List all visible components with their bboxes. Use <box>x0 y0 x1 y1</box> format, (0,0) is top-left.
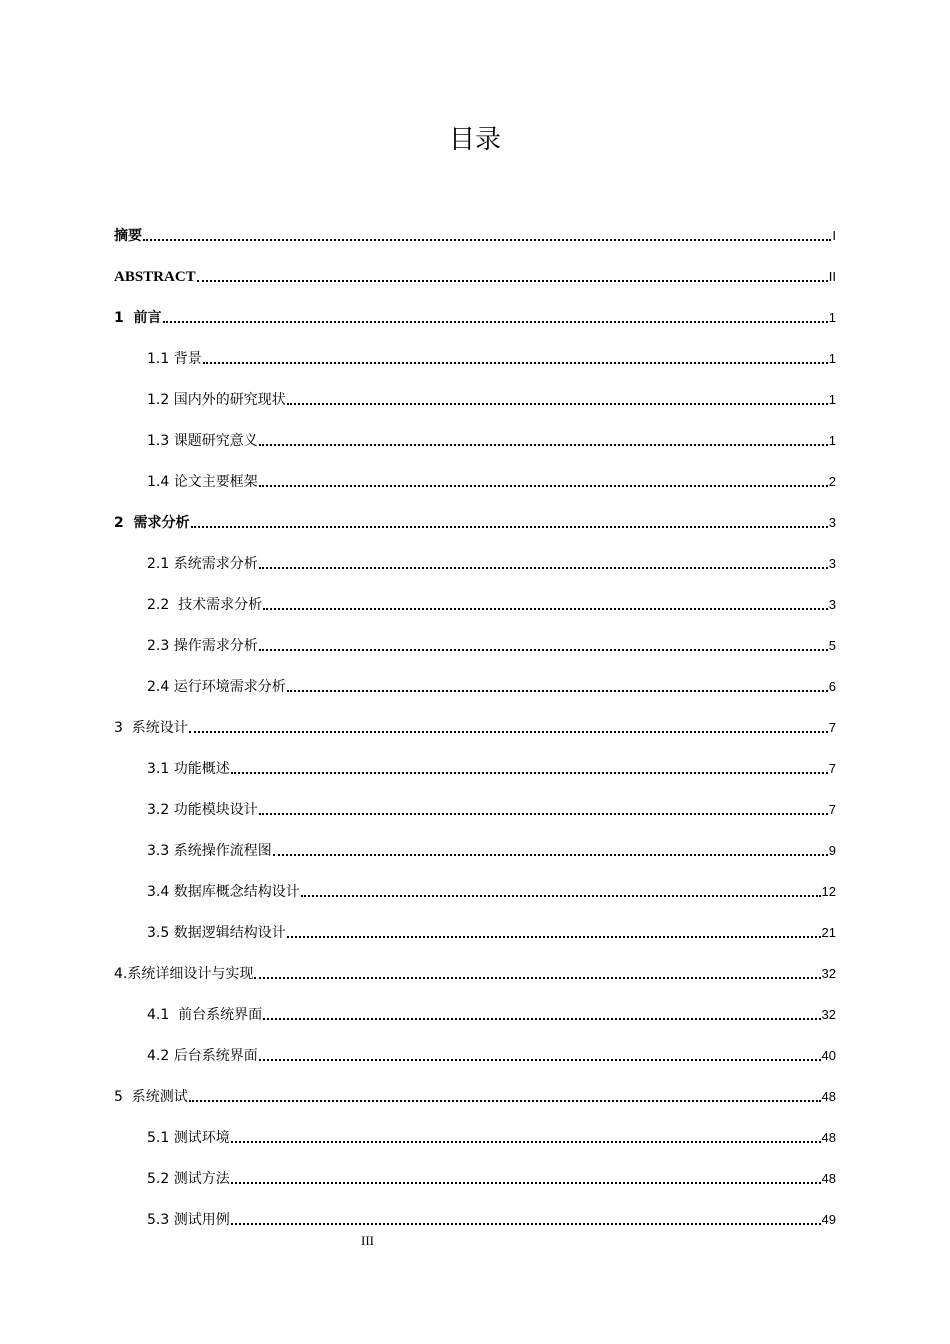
toc-entry-text: 3.1 功能概述 <box>147 761 230 777</box>
toc-dot-leader <box>163 321 828 323</box>
toc-entry-abstract-cn[interactable] <box>114 224 836 246</box>
toc-entry-chapter-5[interactable] <box>114 1085 836 1107</box>
toc-entry-section-1-1[interactable] <box>147 347 836 369</box>
toc-dot-leader <box>203 362 828 364</box>
toc-entry-text: 5.3 测试用例 <box>147 1212 230 1228</box>
toc-page-number: 49 <box>821 1212 836 1227</box>
toc-page-number: II <box>828 269 836 284</box>
toc-page-number: 12 <box>821 884 836 899</box>
toc-entry-section-3-3[interactable] <box>147 839 836 861</box>
toc-page-number: 7 <box>828 802 836 817</box>
toc-dot-leader <box>143 239 831 241</box>
toc-entry-text: 3.2 功能模块设计 <box>147 802 258 818</box>
toc-page-number: 1 <box>828 433 836 448</box>
toc-entry-text: ABSTRACT <box>114 269 196 285</box>
page-title: 目录 <box>448 125 501 155</box>
toc-dot-leader <box>259 567 828 569</box>
toc-entry-section-1-4[interactable] <box>147 470 836 492</box>
toc-entry-section-2-1[interactable] <box>147 552 836 574</box>
toc-page-number: 48 <box>821 1130 836 1145</box>
toc-dot-leader <box>301 895 821 897</box>
toc-page-number: 3 <box>828 556 836 571</box>
toc-entry-text: 1.2 国内外的研究现状 <box>147 392 286 408</box>
toc-entry-section-3-4[interactable] <box>147 880 836 902</box>
toc-page-number: 2 <box>828 474 836 489</box>
toc-entry-section-2-2[interactable] <box>147 593 836 615</box>
toc-page-number: 48 <box>821 1089 836 1104</box>
toc-entry-section-1-2[interactable] <box>147 388 836 410</box>
toc-page-number: 1 <box>828 310 836 325</box>
toc-entry-text: 2.2 技术需求分析 <box>147 597 263 613</box>
toc-dot-leader <box>197 280 828 282</box>
toc-page-number: 3 <box>828 597 836 612</box>
toc-entry-text: 5.2 测试方法 <box>147 1171 230 1187</box>
toc-dot-leader <box>259 649 828 651</box>
toc-entry-section-5-2[interactable] <box>147 1167 836 1189</box>
toc-entry-chapter-4[interactable] <box>114 962 836 984</box>
toc-entry-text: 1.4 论文主要框架 <box>147 474 258 490</box>
toc-page-number: 21 <box>821 925 836 940</box>
toc-dot-leader <box>231 1182 821 1184</box>
page-number-footer: III <box>361 1233 374 1248</box>
toc-page-number: 6 <box>828 679 836 694</box>
toc-page-number: 7 <box>828 761 836 776</box>
toc-page-number: 3 <box>828 515 836 530</box>
toc-dot-leader <box>287 936 821 938</box>
toc-page-number: 9 <box>828 843 836 858</box>
toc-dot-leader <box>263 1018 820 1020</box>
toc-page-number: 40 <box>821 1048 836 1063</box>
toc-entry-text: 5.1 测试环境 <box>147 1130 230 1146</box>
toc-entry-text: 4.2 后台系统界面 <box>147 1048 258 1064</box>
toc-entry-text: 2.4 运行环境需求分析 <box>147 679 286 695</box>
toc-page-number: 48 <box>821 1171 836 1186</box>
toc-page-number: 5 <box>828 638 836 653</box>
toc-page-number: 7 <box>828 720 836 735</box>
toc-entry-text: 4.1 前台系统界面 <box>147 1007 263 1023</box>
toc-entry-text: 2 需求分析 <box>114 515 190 531</box>
toc-entry-text: 3 系统设计 <box>114 720 188 736</box>
toc-dot-leader <box>287 403 828 405</box>
toc-dot-leader <box>259 813 828 815</box>
toc-dot-leader <box>263 608 828 610</box>
toc-entry-section-2-4[interactable] <box>147 675 836 697</box>
toc-dot-leader <box>189 731 828 733</box>
toc-page-number: 1 <box>828 392 836 407</box>
toc-dot-leader <box>273 854 828 856</box>
toc-dot-leader <box>231 1223 821 1225</box>
toc-entry-text: 摘要 <box>114 228 142 244</box>
toc-dot-leader <box>231 1141 821 1143</box>
toc-entry-text: 2.3 操作需求分析 <box>147 638 258 654</box>
toc-entry-text: 1 前言 <box>114 310 162 326</box>
toc-entry-text: 4.系统详细设计与实现 <box>114 966 254 982</box>
toc-entry-section-3-2[interactable] <box>147 798 836 820</box>
toc-entry-text: 3.5 数据逻辑结构设计 <box>147 925 286 941</box>
toc-entry-section-4-1[interactable] <box>147 1003 836 1025</box>
toc-entry-chapter-1[interactable] <box>114 306 836 328</box>
toc-entry-section-5-1[interactable] <box>147 1126 836 1148</box>
toc-dot-leader <box>259 485 828 487</box>
toc-page-number: I <box>832 228 836 243</box>
toc-page-number: 32 <box>821 1007 836 1022</box>
toc-dot-leader <box>189 1100 821 1102</box>
toc-entry-text: 2.1 系统需求分析 <box>147 556 258 572</box>
toc-dot-leader <box>231 772 828 774</box>
toc-page-number: 32 <box>821 966 836 981</box>
toc-entry-section-3-1[interactable] <box>147 757 836 779</box>
toc-entry-chapter-2[interactable] <box>114 511 836 533</box>
toc-entry-section-4-2[interactable] <box>147 1044 836 1066</box>
toc-entry-text: 3.4 数据库概念结构设计 <box>147 884 300 900</box>
toc-dot-leader <box>259 444 828 446</box>
toc-entry-section-5-3[interactable] <box>147 1208 836 1230</box>
toc-entry-chapter-3[interactable] <box>114 716 836 738</box>
toc-dot-leader <box>191 526 828 528</box>
toc-entry-abstract-en[interactable] <box>114 265 836 287</box>
toc-entry-text: 1.1 背景 <box>147 351 202 367</box>
toc-dot-leader <box>254 977 820 979</box>
toc-entry-section-1-3[interactable] <box>147 429 836 451</box>
toc-entry-text: 1.3 课题研究意义 <box>147 433 258 449</box>
toc-entry-section-2-3[interactable] <box>147 634 836 656</box>
toc-entry-text: 5 系统测试 <box>114 1089 188 1105</box>
toc-page-number: 1 <box>828 351 836 366</box>
toc-dot-leader <box>259 1059 821 1061</box>
toc-entry-text: 3.3 系统操作流程图 <box>147 843 272 859</box>
toc-dot-leader <box>287 690 828 692</box>
toc-entry-section-3-5[interactable] <box>147 921 836 943</box>
